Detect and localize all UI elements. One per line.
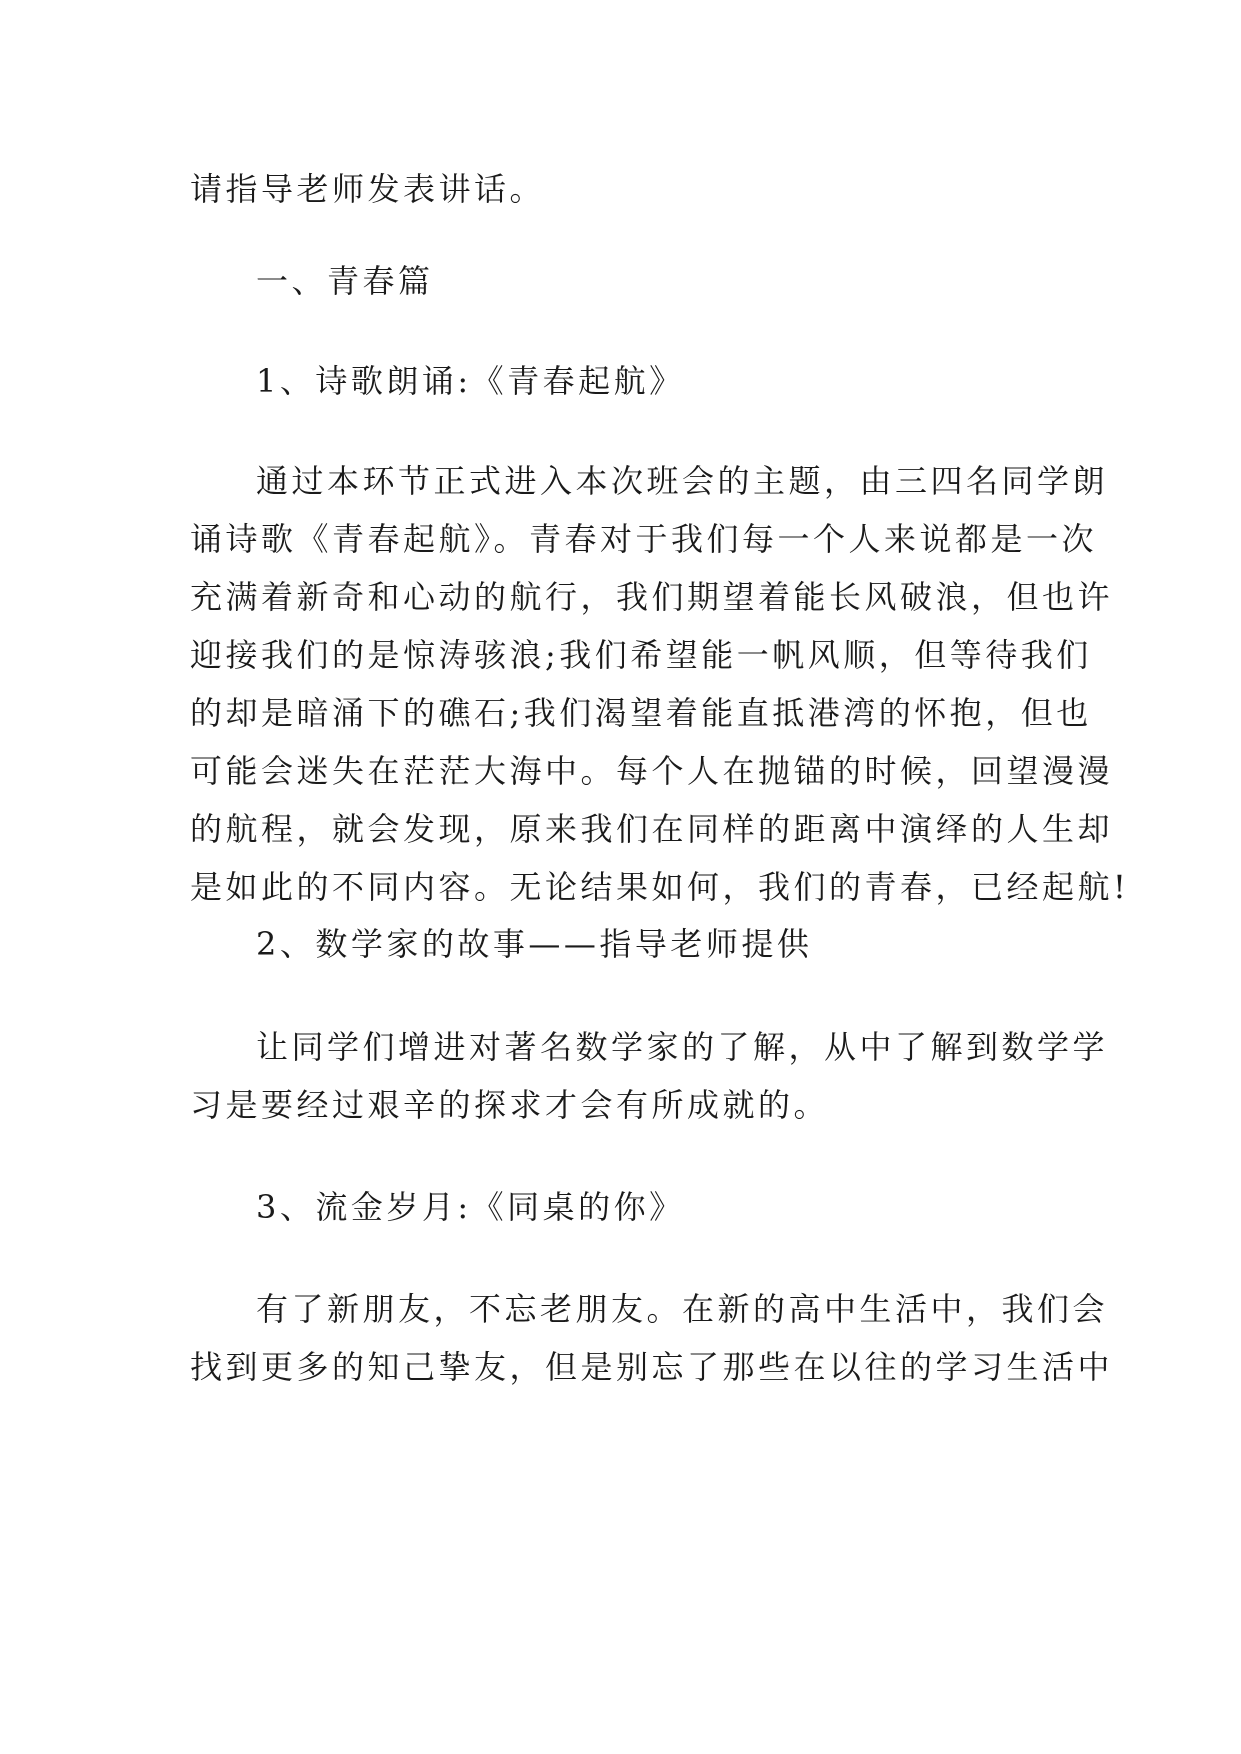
paragraph-line: 找到更多的知己挚友，但是别忘了那些在以往的学习生活中 [190, 1348, 1114, 1386]
item-title-2: 2、数学家的故事——指导老师提供 [256, 925, 813, 963]
section-heading: 一、青春篇 [256, 262, 434, 300]
paragraph-line: 的航程，就会发现，原来我们在同样的距离中演绎的人生却 [190, 810, 1114, 848]
paragraph-line: 习是要经过艰辛的探求才会有所成就的。 [190, 1086, 830, 1124]
paragraph-line: 充满着新奇和心动的航行，我们期望着能长风破浪，但也许 [190, 578, 1114, 616]
paragraph-line: 让同学们增进对著名数学家的了解，从中了解到数学学 [256, 1028, 1109, 1066]
item-title-1: 1、诗歌朗诵:《青春起航》 [256, 362, 685, 400]
paragraph-line: 的却是暗涌下的礁石;我们渴望着能直抵港湾的怀抱，但也 [190, 694, 1092, 732]
item-paragraph-2 [190, 1018, 1109, 1134]
paragraph-line: 可能会迷失在茫茫大海中。每个人在抛锚的时候，回望漫漫 [190, 752, 1114, 790]
item-paragraph-3 [190, 1280, 1114, 1396]
paragraph-line: 诵诗歌《青春起航》。青春对于我们每一个人来说都是一次 [190, 520, 1098, 558]
intro-line: 请指导老师发表讲话。 [190, 170, 546, 208]
paragraph-line: 有了新朋友，不忘老朋友。在新的高中生活中，我们会 [256, 1290, 1109, 1328]
paragraph-line: 是如此的不同内容。无论结果如何，我们的青春，已经起航! [190, 868, 1130, 906]
intro-paragraph [190, 160, 1056, 218]
paragraph-line: 迎接我们的是惊涛骇浪;我们希望能一帆风顺，但等待我们 [190, 636, 1092, 674]
paragraph-line: 通过本环节正式进入本次班会的主题，由三四名同学朗 [256, 462, 1109, 500]
item-title-3: 3、流金岁月:《同桌的你》 [256, 1188, 685, 1226]
item-paragraph-1 [190, 452, 1130, 916]
